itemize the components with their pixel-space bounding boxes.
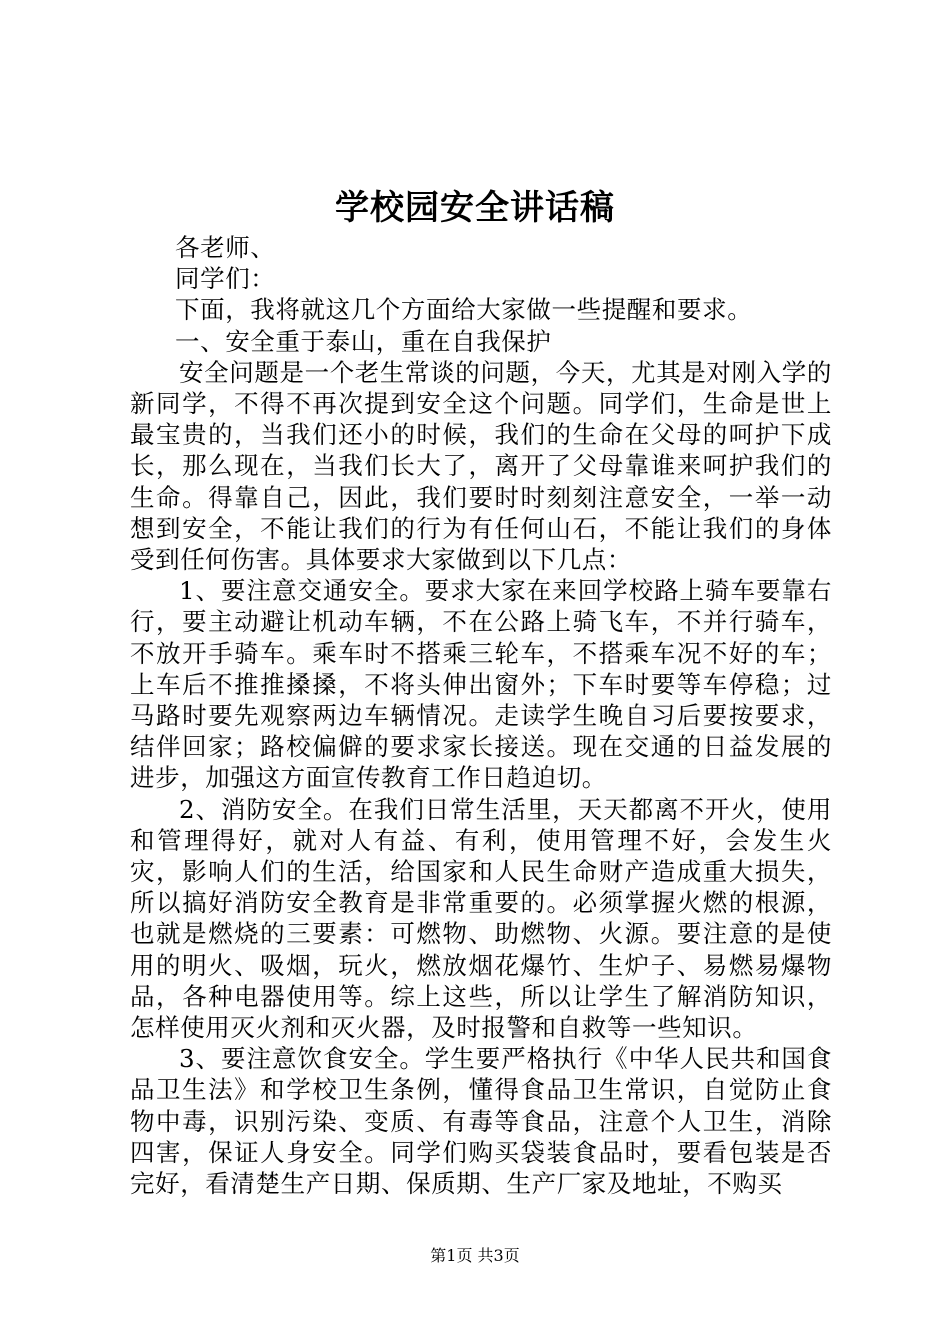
paragraph-traffic-safety: 1、要注意交通安全。要求大家在来回学校路上骑车要靠右行，要主动避让机动车辆，不在公路上骑飞车，不并行骑车，不放开手骑车。乘车时不搭乘三轮车，不搭乘车况不好的车；上车后不推推搡搡，不将头伸出窗外；下车时要等车停稳；过马路时要先观察两边车辆情况。走读学生晚自习后要按要求，结伴回家；路校偏僻的要求家长接送。现在交通的日益发展的进步，加强这方面宣传教育工作日趋迫切。 (130, 576, 832, 793)
salutation-students: 同学们： (175, 264, 276, 294)
section-heading: 一、安全重于泰山，重在自我保护 (175, 326, 552, 356)
paragraph-fire-safety: 2、消防安全。在我们日常生活里，天天都离不开火，使用和管理得好，就对人有益、有利，使用管理不好，会发生火灾，影响人们的生活，给国家和人民生命财产造成重大损失，所以搞好消防安全教育是非常重要的。必须掌握火燃的根源，也就是燃烧的三要素：可燃物、助燃物、火源。要注意的是使用的明火、吸烟，玩火，燃放烟花爆竹、生炉子、易燃易爆物品，各种电器使用等。综上这些，所以让学生了解消防知识，怎样使用灭火剂和灭火器，及时报警和自救等一些知识。 (130, 794, 832, 1043)
document-title: 学校园安全讲话稿 (335, 188, 615, 228)
intro-paragraph: 下面，我将就这几个方面给大家做一些提醒和要求。 (175, 295, 753, 325)
paragraph-safety-overview: 安全问题是一个老生常谈的问题，今天，尤其是对刚入学的新同学，不得不再次提到安全这个问题。同学们，生命是世上最宝贵的，当我们还小的时候，我们的生命在父母的呵护下成长，那么现在，当我们长大了，离开了父母靠谁来呵护我们的生命。得靠自己，因此，我们要时时刻刻注意安全，一举一动想到安全，不能让我们的行为有任何山石，不能让我们的身体受到任何伤害。具体要求大家做到以下几点： (130, 357, 832, 575)
paragraph-food-safety: 3、要注意饮食安全。学生要严格执行《中华人民共和国食品卫生法》和学校卫生条例，懂得食品卫生常识，自觉防止食物中毒，识别污染、变质、有毒等食品，注意个人卫生，消除四害，保证人身安全。同学们购买袋装食品时，要看包装是否完好，看清楚生产日期、保质期、生产厂家及地址，不购买 (130, 1044, 832, 1199)
page-number: 第1页 共3页 (430, 1246, 520, 1265)
salutation-teachers: 各老师、 (175, 233, 276, 262)
document-body (130, 232, 832, 1199)
